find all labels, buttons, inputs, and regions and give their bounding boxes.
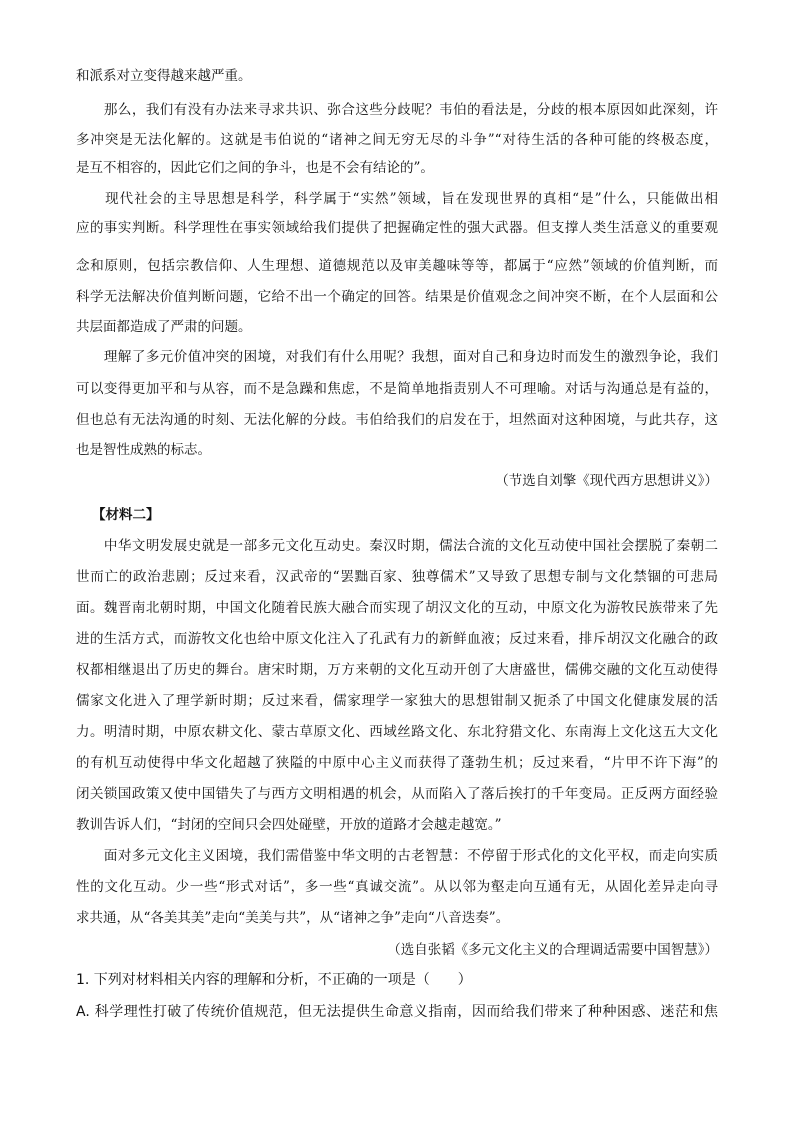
text-line: 科学无法解决价值判断问题，它给不出一个确定的回答。结果是价值观念之间冲突不断，在个人层面和公 xyxy=(76,289,718,305)
text-line: 世而亡的政治悲剧；反过来看，汉武帝的“罢黜百家、独尊儒术”又导致了思想专制与文化禁锢的可悲局 xyxy=(76,569,718,585)
text-line: 共层面都造成了严肃的问题。 xyxy=(76,319,252,335)
text-line: 也是智性成熟的标志。 xyxy=(76,442,211,458)
text-line: 儒家文化进入了理学新时期；反过来看，儒家理学一家独大的思想钳制又扼杀了中国文化健康发展的活 xyxy=(76,693,718,709)
text-line: 理解了多元价值冲突的困境，对我们有什么用呢？我想，面对自己和身边时而发生的激烈争论，我们 xyxy=(76,349,718,365)
source-citation: （节选自刘擎《现代西方思想讲义》） xyxy=(495,473,718,489)
text-line: 念和原则，包括宗教信仰、人生理想、道德规范以及审美趣味等等，都属于“应然”领域的价值判断，而 xyxy=(76,258,718,274)
source-citation: （选自张韬《多元文化主义的合理调适需要中国智慧》） xyxy=(387,942,718,958)
text-line: 和派系对立变得越来越严重。 xyxy=(76,68,252,84)
text-line: 求共通，从“各美其美”走向“美美与共”，从“诸神之争”走向“八音迭奏”。 xyxy=(76,910,510,926)
text-line: 进的生活方式，而游牧文化也给中原文化注入了孔武有力的新鲜血液；反过来看，排斥胡汉文化融合的政 xyxy=(76,631,718,647)
text-line: 但也总有无法沟通的时刻、无法化解的分歧。韦伯给我们的启发在于，坦然面对这种困境，与此共存，这 xyxy=(76,412,718,428)
text-line: 面对多元文化主义困境，我们需借鉴中华文明的古老智慧：不停留于形式化的文化平权，而走向实质 xyxy=(76,848,718,864)
text-line: 那么，我们有没有办法来寻求共识、弥合这些分歧呢？韦伯的看法是，分歧的根本原因如此深刻，许 xyxy=(76,102,718,118)
text-line: 面。魏晋南北朝时期，中国文化随着民族大融合而实现了胡汉文化的互动，中原文化为游牧民族带来了先 xyxy=(76,600,718,616)
text-line: 可以变得更加平和与从容，而不是急躁和焦虑，不是简单地指责别人不可理喻。对话与沟通总是有益的， xyxy=(76,381,718,397)
answer-option-a: A. 科学理性打破了传统价值规范，但无法提供生命意义指南，因而给我们带来了种种困惑、迷茫和焦 xyxy=(76,1004,718,1020)
text-line: 应的事实判断。科学理性在事实领域给我们提供了把握确定性的强大武器。但支撑人类生活意义的重要观 xyxy=(76,220,718,236)
text-line: 现代社会的主导思想是科学，科学属于“实然”领域，旨在发现世界的真相“是”什么，只能做出相 xyxy=(76,191,718,207)
text-line: 教训告诉人们，“封闭的空间只会四处碰壁，开放的道路才会越走越宽。” xyxy=(76,817,502,833)
text-line: 闭关锁国政策又使中国错失了与西方文明相遇的机会，从而陷入了落后挨打的千年变局。正反两方面经验 xyxy=(76,786,718,802)
question-stem: 1. 下列对材料相关内容的理解和分析，不正确的一项是（ ） xyxy=(76,972,472,988)
text-line: 中华文明发展史就是一部多元文化互动史。秦汉时期，儒法合流的文化互动使中国社会摆脱了秦朝二 xyxy=(76,538,718,554)
section-heading: 【材料二】 xyxy=(92,507,160,523)
text-line: 权都相继退出了历史的舞台。唐宋时期，万方来朝的文化互动开创了大唐盛世，儒佛交融的文化互动使得 xyxy=(76,662,718,678)
text-line: 性的文化互动。少一些“形式对话”，多一些“真诚交流”。从以邻为壑走向互通有无，从固化差异走向寻 xyxy=(76,879,718,895)
text-line: 力。明清时期，中原农耕文化、蒙古草原文化、西域丝路文化、东北狩猎文化、东南海上文化这五大文化 xyxy=(76,724,718,740)
text-line: 多冲突是无法化解的。这就是韦伯说的“诸神之间无穷无尽的斗争”“对待生活的各种可能的终极态度， xyxy=(76,132,718,148)
text-line: 的有机互动使得中华文化超越了狭隘的中原中心主义而获得了蓬勃生机；反过来看，“片甲不许下海”的 xyxy=(76,755,718,771)
text-line: 是互不相容的，因此它们之间的争斗，也是不会有结论的”。 xyxy=(76,160,434,176)
